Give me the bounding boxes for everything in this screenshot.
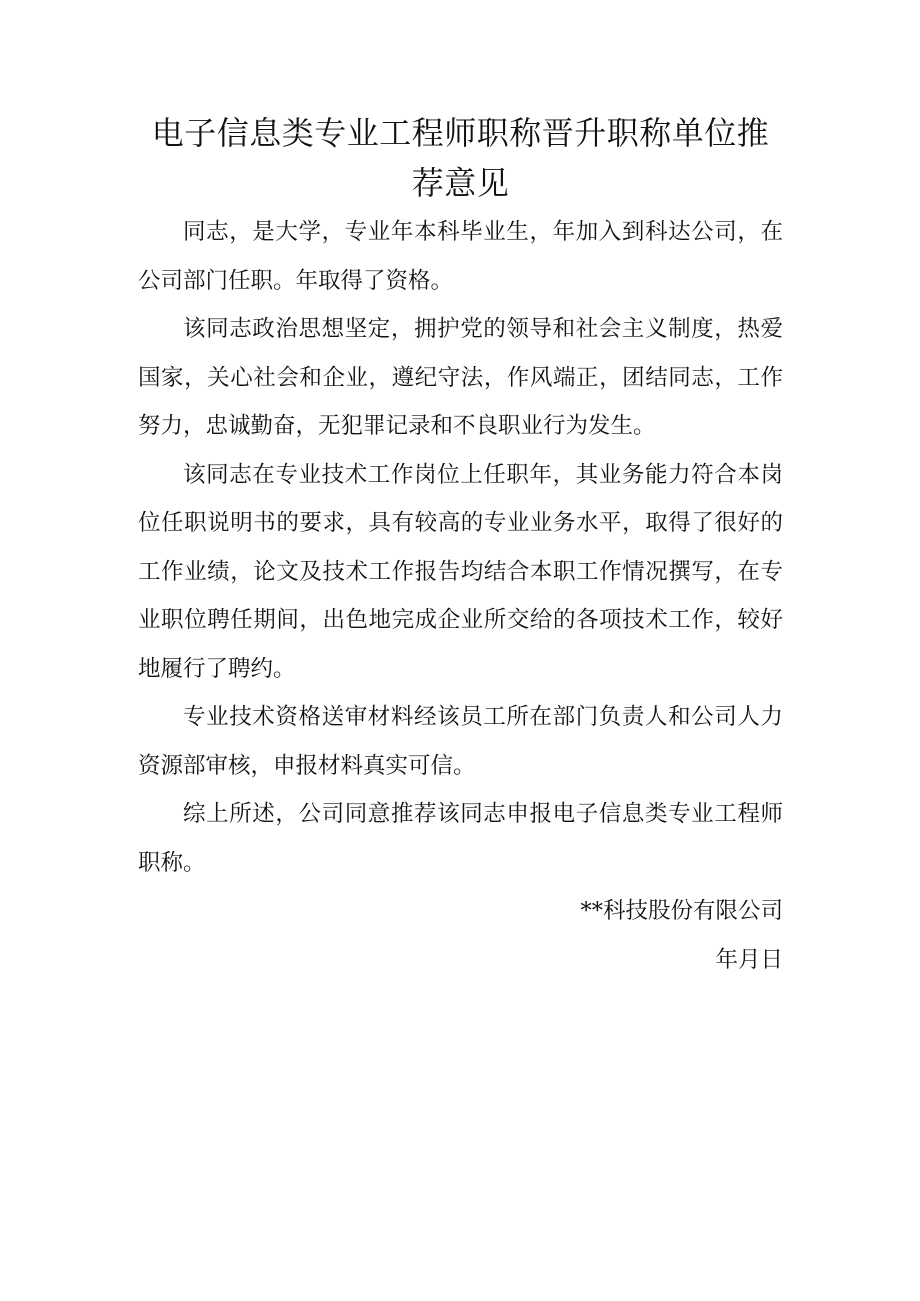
paragraph-basic-info: 同志，是大学，专业年本科毕业生，年加入到科达公司，在公司部门任职。年取得了资格。 xyxy=(138,219,783,294)
paragraph-conclusion: 综上所述，公司同意推荐该同志申报电子信息类专业工程师职称。 xyxy=(138,801,783,876)
company-signature: **科技股份有限公司 xyxy=(580,898,783,924)
paragraph-political-conduct: 该同志政治思想坚定，拥护党的领导和社会主义制度，热爱国家，关心社会和企业，遵纪守法，作风端正，团结同志，工作努力，忠诚勤奋，无犯罪记录和不良职业行为发生。 xyxy=(138,316,783,439)
paragraph-professional-ability: 该同志在专业技术工作岗位上任职年，其业务能力符合本岗位任职说明书的要求，具有较高的专业业务水平，取得了很好的工作业绩，论文及技术工作报告均结合本职工作情况撰写，在专业职位聘任期间，出色地完成企业所交给的各项技术工作，较好地履行了聘约。 xyxy=(138,461,783,682)
signature-date: 年月日 xyxy=(715,946,783,973)
document-body xyxy=(138,108,783,984)
paragraph-material-review: 专业技术资格送审材料经该员工所在部门负责人和公司人力资源部审核，申报材料真实可信。 xyxy=(138,704,783,779)
document-title: 电子信息类专业工程师职称晋升职称单位推荐意见 xyxy=(151,114,770,202)
